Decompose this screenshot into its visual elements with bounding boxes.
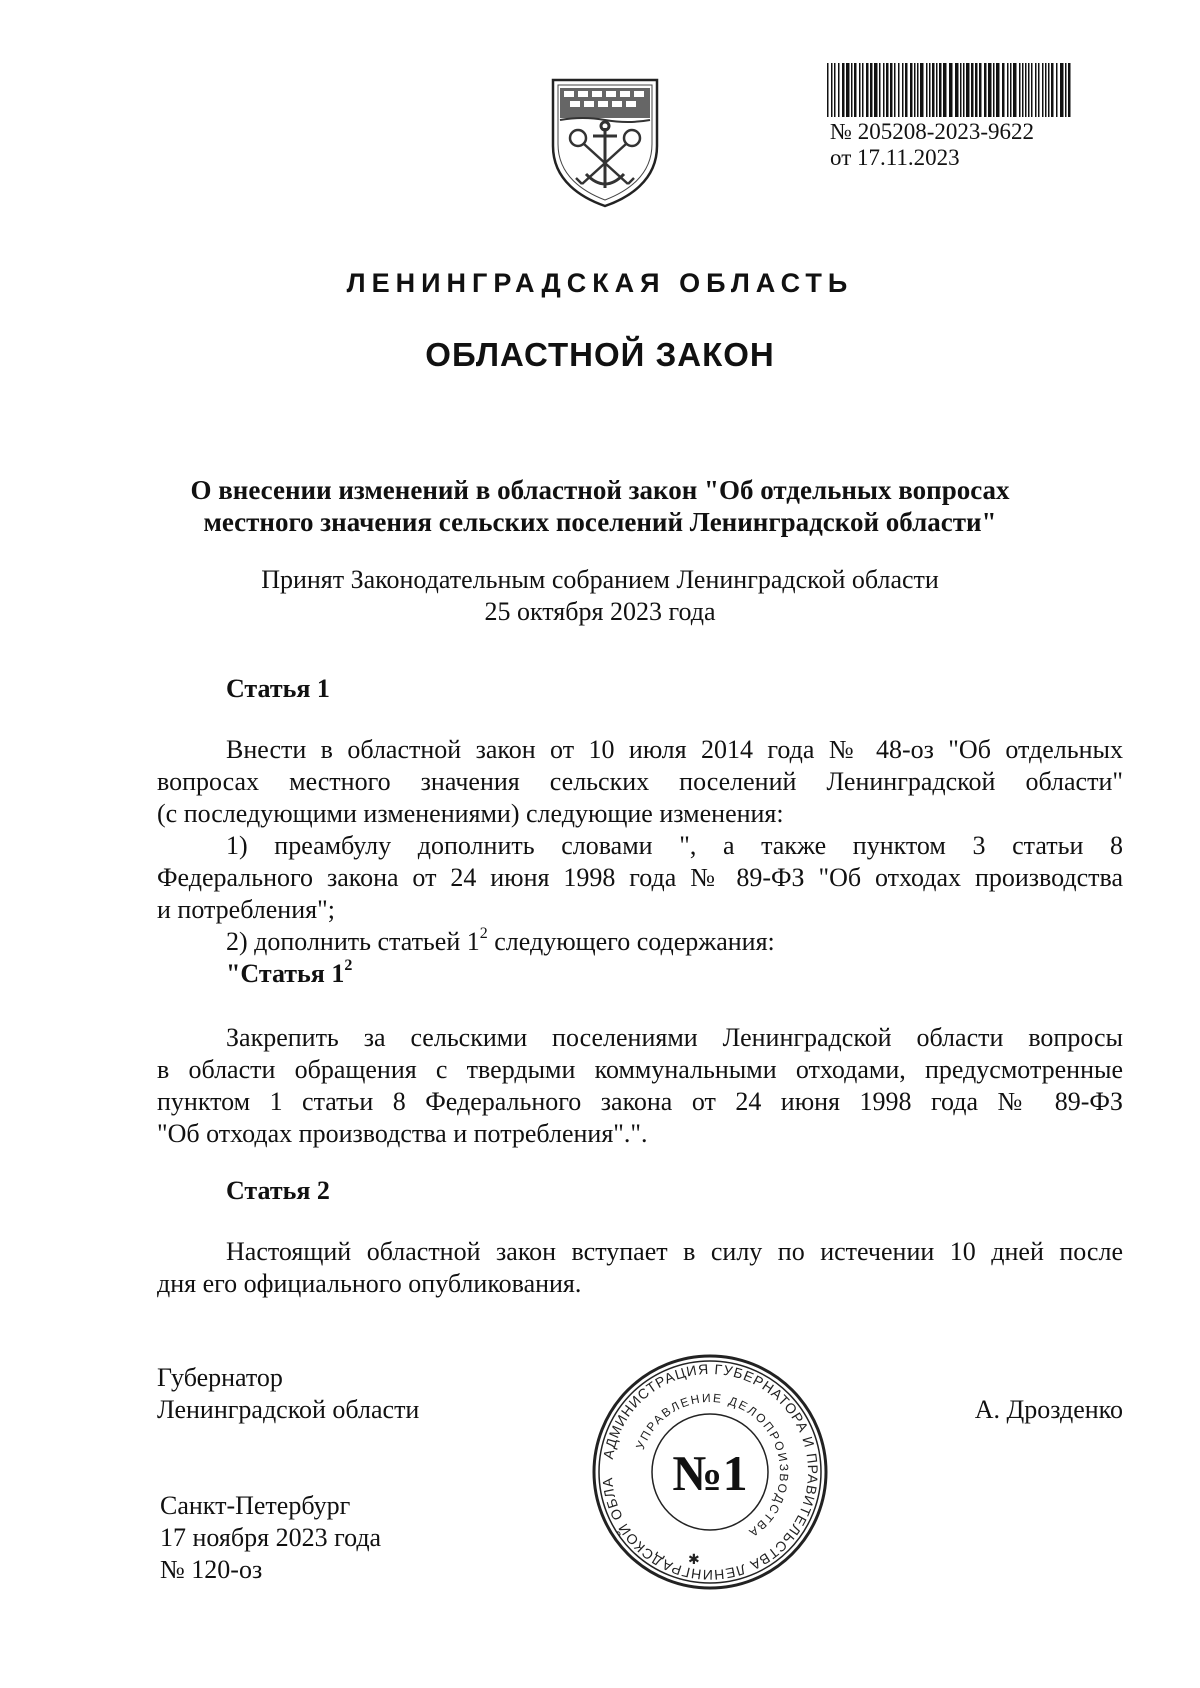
article-2-line-1: Настоящий областной закон вступает в силу по истечении 10 дней после (226, 1237, 1123, 1266)
law-title-line-1: О внесении изменений в областной закон "Об отдельных вопросах (190, 475, 1010, 505)
barcode-bar (963, 63, 965, 117)
barcode-bar (1007, 63, 1009, 117)
barcode-bar (936, 63, 938, 117)
seal-stamp-icon (590, 1352, 830, 1592)
barcode-bar (1065, 63, 1067, 117)
barcode-bar (955, 63, 959, 117)
seal-inner-text: УПРАВЛЕНИЕ ДЕЛОПРОИЗВОДСТВА (633, 1390, 792, 1541)
item-2-superscript: 2 (479, 925, 488, 943)
law-number: № 120-оз (160, 1555, 263, 1584)
barcode-bar (917, 63, 919, 117)
inserted-article-line-1: Закрепить за сельскими поселениями Ленинградской области вопросы (226, 1023, 1123, 1052)
barcode-bar (874, 63, 878, 117)
barcode-bar (866, 63, 869, 117)
seal-center-number: №1 (672, 1445, 748, 1501)
signatory-name: А. Дрозденко (974, 1395, 1123, 1424)
article-1-heading: Статья 1 (226, 674, 330, 703)
barcode-bar (975, 63, 978, 117)
barcode-bar (854, 63, 857, 117)
barcode-bar (1051, 63, 1054, 117)
barcode-bar (988, 63, 992, 117)
article-1-paragraph-1-line-2: вопросах местного значения сельских поселений Ленинградской области" (157, 767, 1123, 796)
barcode-bar (1068, 63, 1071, 117)
barcode-bar (1019, 63, 1021, 117)
barcode-bar (914, 63, 916, 117)
barcode-bar (1031, 63, 1033, 117)
article-2-heading: Статья 2 (226, 1176, 330, 1205)
barcode-bar (1048, 63, 1050, 117)
coat-of-arms-emblem (548, 76, 662, 210)
article-1-item-1-line-1: 1) преамбулу дополнить словами ", а также пунктом 3 статьи 8 (226, 831, 1123, 860)
article-1-item-2 (226, 926, 1123, 958)
barcode-bar (910, 63, 913, 117)
seal-star-icon: ✱ (688, 1553, 700, 1568)
barcode-bar (996, 63, 1000, 117)
article-1-paragraph-1-line-1: Внести в областной закон от 10 июля 2014 года № 48-оз "Об отдельных (226, 735, 1123, 764)
inserted-article-line-4: "Об отходах производства и потребления".". (157, 1119, 648, 1148)
barcode-bar (842, 63, 845, 117)
barcode-bar (859, 63, 861, 117)
official-seal (590, 1352, 830, 1592)
barcode (825, 63, 1075, 117)
inserted-article-heading (226, 958, 1123, 990)
barcode-bar (838, 63, 840, 117)
signatory-position-line-1: Губернатор (157, 1363, 283, 1392)
barcode-bar (1038, 63, 1040, 117)
barcode-bar (1025, 63, 1027, 117)
region-title: ЛЕНИНГРАДСКАЯ ОБЛАСТЬ (346, 268, 854, 298)
barcode-bar (834, 63, 836, 117)
adopted-line-2: 25 октября 2023 года (484, 597, 716, 626)
item-2-text-end: следующего содержания: (487, 927, 775, 956)
document-type: ОБЛАСТНОЙ ЗАКОН (425, 336, 775, 373)
inserted-article-line-2: в области обращения с твердыми коммунальными отходами, предусмотренные (157, 1055, 1123, 1084)
barcode-bar (894, 63, 896, 117)
barcode-bar (993, 63, 995, 117)
barcode-bar (898, 63, 900, 117)
barcode-bar (886, 63, 889, 117)
inserted-article-heading-text: "Статья 1 (226, 959, 345, 988)
law-title-line-2: местного значения сельских поселений Ленинградской области" (203, 507, 997, 537)
barcode-bar (943, 63, 947, 117)
barcode-bar (827, 63, 829, 117)
inserted-article-line-3: пунктом 1 статьи 8 Федерального закона от 24 июня 1998 года № 89-ФЗ (157, 1087, 1123, 1116)
item-2-text-start: 2) дополнить статьей 1 (226, 927, 480, 956)
barcode-bar (960, 63, 962, 117)
barcode-bar (1045, 63, 1047, 117)
barcode-bar (1010, 63, 1012, 117)
barcode-bar (851, 63, 853, 117)
barcode-bar (966, 63, 970, 117)
barcode-bar (870, 63, 873, 117)
inserted-article-heading-superscript: 2 (344, 957, 353, 975)
barcode-bar (926, 63, 928, 117)
barcode-bar (929, 63, 931, 117)
signing-place: Санкт-Петербург (160, 1491, 351, 1520)
barcode-bar (1028, 63, 1030, 117)
barcode-bar (984, 63, 987, 117)
barcode-bar (1060, 63, 1064, 117)
registration-date: от 17.11.2023 (830, 145, 960, 170)
barcode-bar (883, 63, 885, 117)
adopted-line-1: Принят Законодательным собранием Ленинградской области (261, 565, 939, 594)
signatory-position-line-2: Ленинградской области (157, 1395, 420, 1424)
seal-outer-text: АДМИНИСТРАЦИЯ ГУБЕРНАТОРА И ПРАВИТЕЛЬСТВА ЛЕНИНГРАДСКОЙ ОБЛА (599, 1360, 822, 1584)
barcode-bar (1022, 63, 1024, 117)
barcode-bar (846, 63, 850, 117)
barcode-bar (939, 63, 942, 117)
coat-of-arms-icon (548, 76, 662, 210)
registration-number: № 205208-2023-9622 (830, 119, 1035, 144)
barcode-bar (1056, 63, 1058, 117)
barcode-bar (862, 63, 864, 117)
barcode-icon (825, 63, 1075, 117)
barcode-bar (831, 63, 833, 117)
barcode-bar (979, 63, 982, 117)
signing-date: 17 ноября 2023 года (160, 1523, 382, 1552)
barcode-bar (1035, 63, 1037, 117)
article-1-item-1-line-2: Федерального закона от 24 июня 1998 года № 89-ФЗ "Об отходах производства (157, 863, 1123, 892)
barcode-bar (1042, 63, 1044, 117)
barcode-bar (902, 63, 904, 117)
article-1-paragraph-1-line-3: (с последующими изменениями) следующие изменения: (157, 799, 784, 828)
barcode-bar (890, 63, 893, 117)
article-1-item-1-line-3: и потребления"; (157, 895, 335, 924)
barcode-bar (879, 63, 881, 117)
barcode-bar (932, 63, 935, 117)
barcode-bar (920, 63, 924, 117)
barcode-bar (1013, 63, 1017, 117)
barcode-bar (949, 63, 953, 117)
barcode-bar (1002, 63, 1005, 117)
article-2-line-2: дня его официального опубликования. (157, 1269, 582, 1298)
barcode-bar (971, 63, 974, 117)
barcode-bar (905, 63, 908, 117)
